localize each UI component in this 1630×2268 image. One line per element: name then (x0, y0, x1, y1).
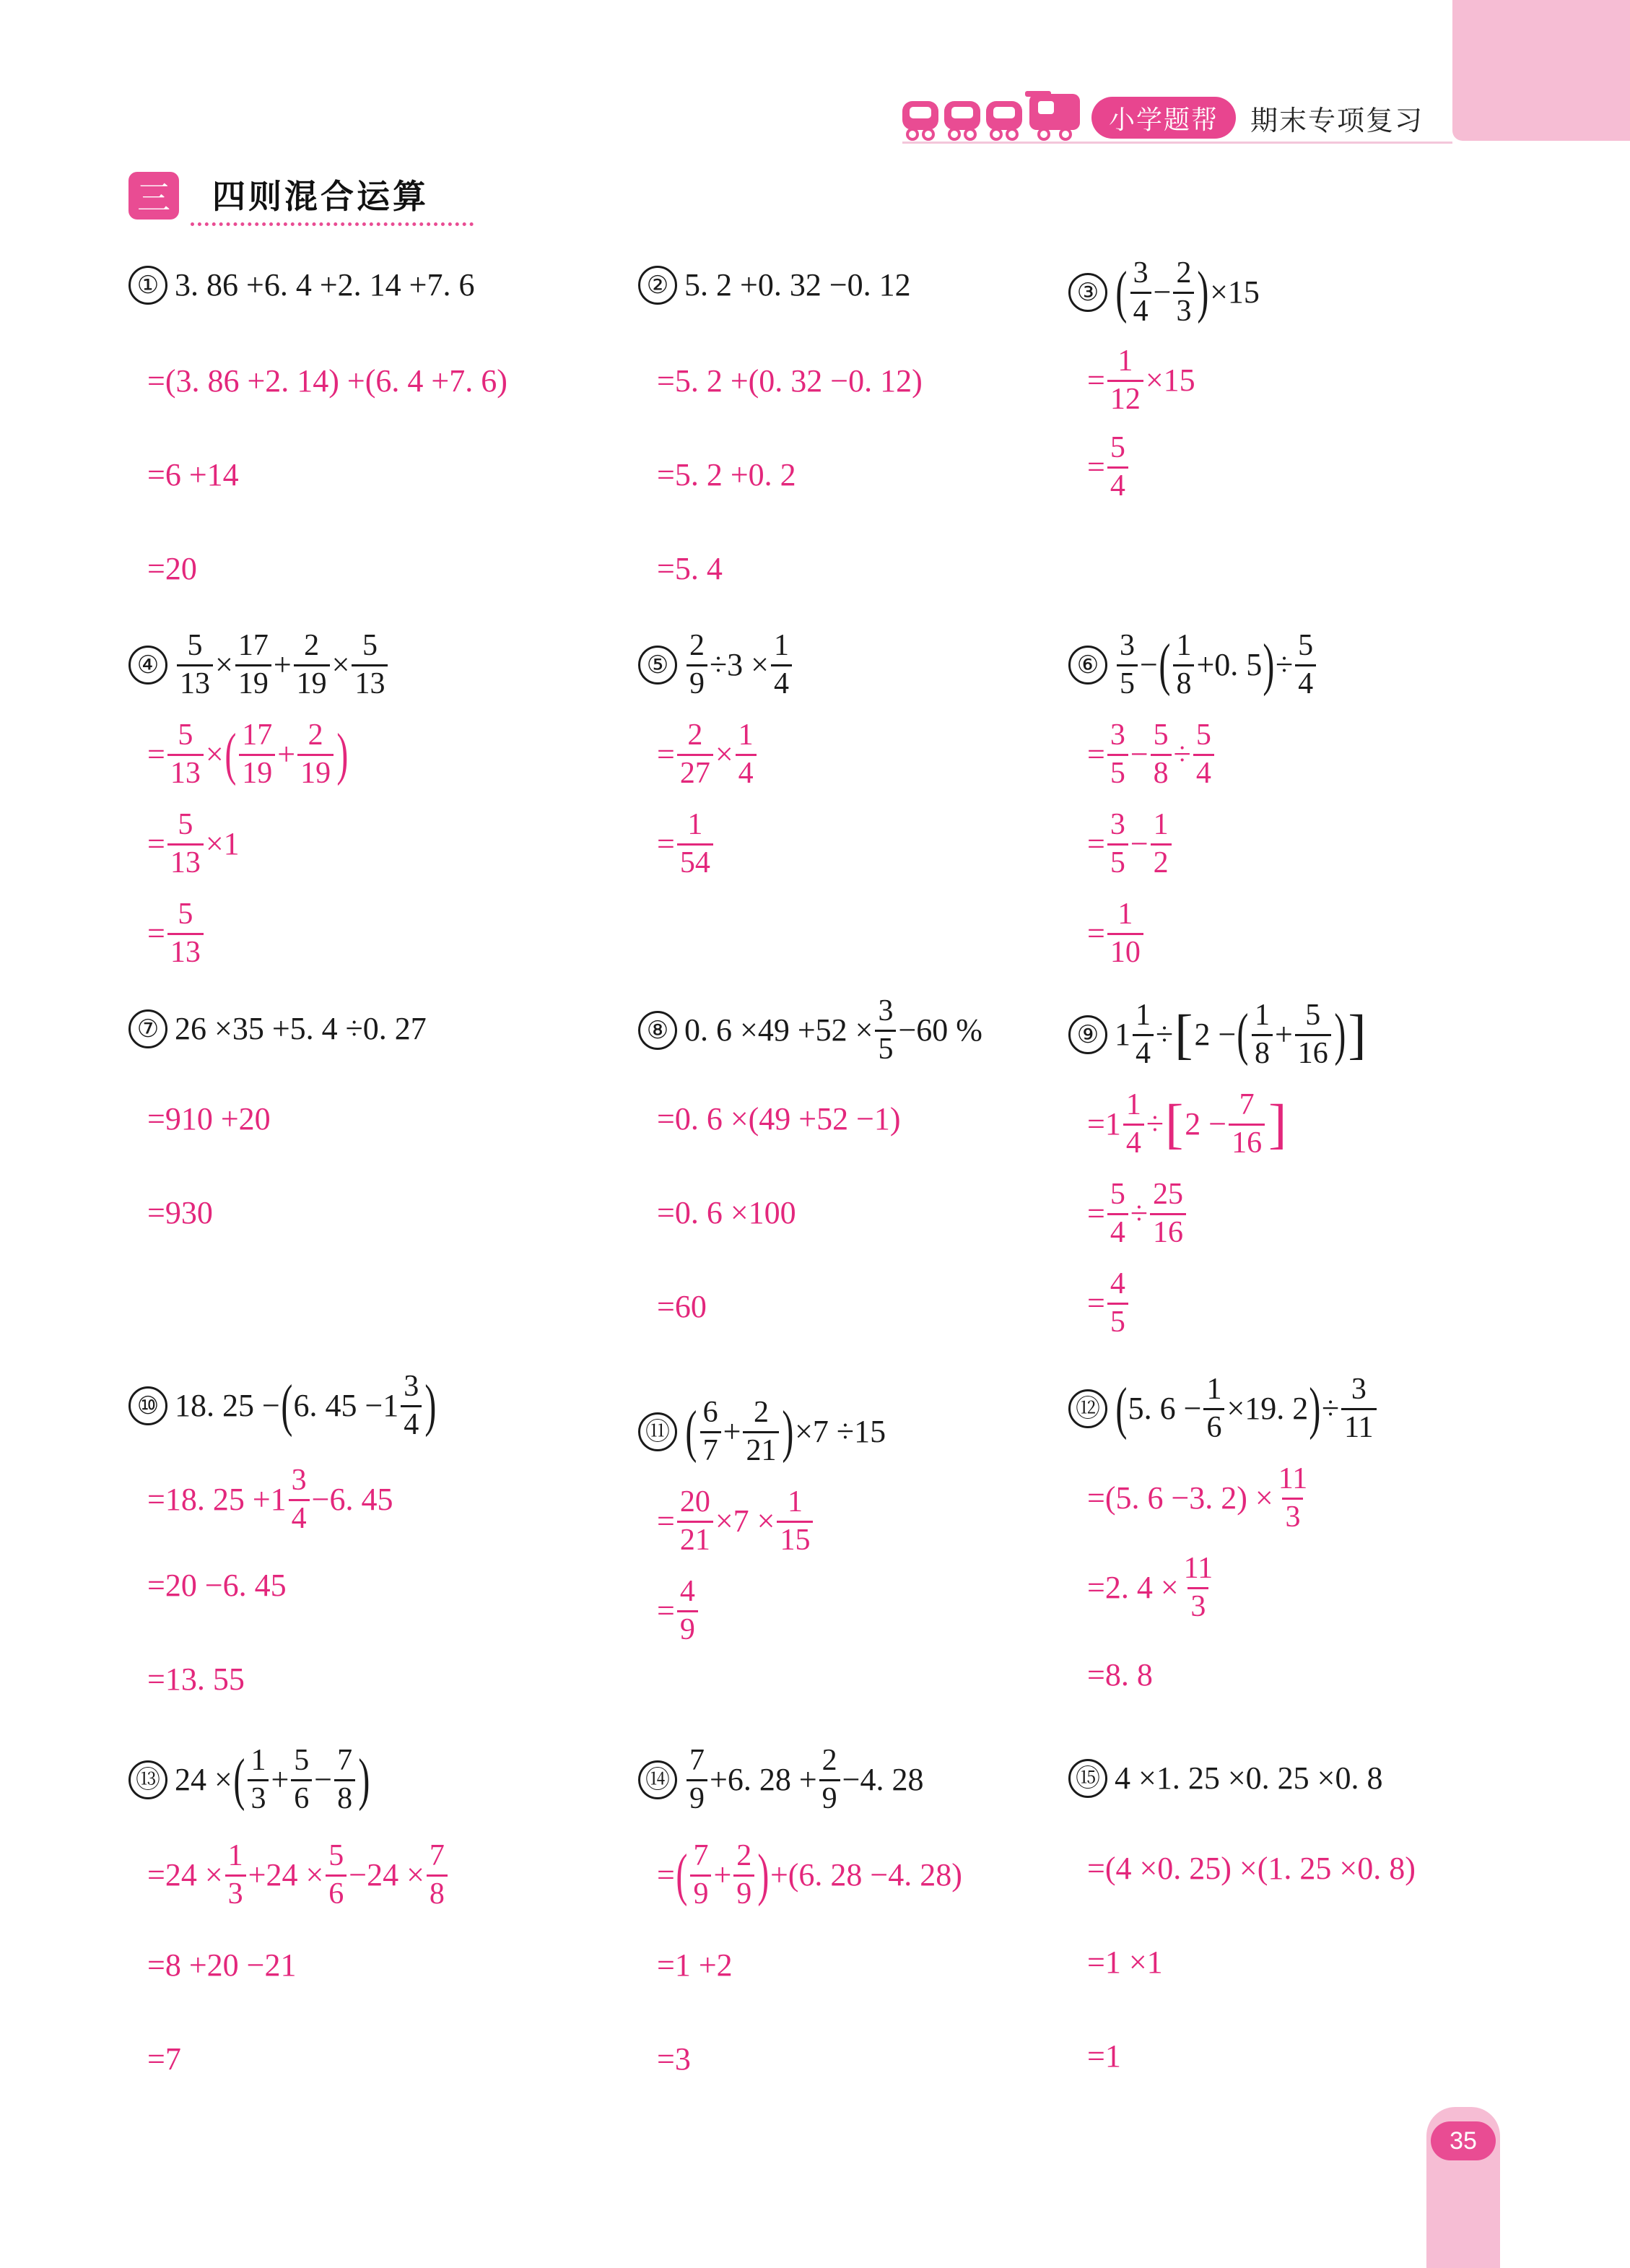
step: =20 (147, 551, 197, 586)
step: =5. 2 +(0. 32 −0. 12) (657, 363, 923, 399)
problem-number: ⑫ (1068, 1389, 1107, 1428)
page-number: 35 (1431, 2121, 1496, 2160)
fraction: $\frac{1}{12}$ (1107, 345, 1143, 416)
fraction: $\frac{2}{3}$ (1173, 257, 1194, 328)
problem-number: ⑬ (128, 1760, 167, 1799)
section-badge: 三 (128, 172, 179, 220)
problem-number: ⑤ (638, 646, 677, 685)
header-divider (902, 142, 1452, 144)
brand-pill: 小学题帮 (1091, 97, 1236, 139)
step: =6 +14 (147, 457, 239, 492)
corner-tab (1452, 0, 1630, 141)
problem-number: ⑦ (128, 1009, 167, 1048)
problem-number: ⑮ (1068, 1759, 1107, 1798)
problem-number: ⑥ (1068, 646, 1107, 685)
section-underline (191, 222, 474, 226)
problem-number: ⑩ (128, 1386, 167, 1425)
step: =(3. 86 +2. 14) +(6. 4 +7. 6) (147, 363, 507, 399)
section-title: 四则混合运算 (212, 177, 429, 216)
question: 5. 2 +0. 32 −0. 12 (684, 267, 911, 303)
fraction: $\frac{3}{4}$ (1130, 257, 1151, 328)
question: 3. 86 +6. 4 +2. 14 +7. 6 (175, 267, 475, 303)
train-icon (902, 88, 1083, 146)
problem-number: ① (128, 266, 167, 305)
problem-number: ④ (128, 646, 167, 685)
problem-number: ② (638, 266, 677, 305)
header-subtitle: 期末专项复习 (1250, 104, 1424, 136)
fraction: $\frac{5}{4}$ (1107, 432, 1128, 503)
problem-number: ⑪ (638, 1412, 677, 1451)
problem-number: ③ (1068, 273, 1107, 312)
problem-number: ⑭ (638, 1760, 677, 1799)
step: =5. 2 +0. 2 (657, 457, 796, 492)
step: =5. 4 (657, 551, 723, 586)
problem-number: ⑧ (638, 1011, 677, 1050)
problem-number: ⑨ (1068, 1015, 1107, 1054)
